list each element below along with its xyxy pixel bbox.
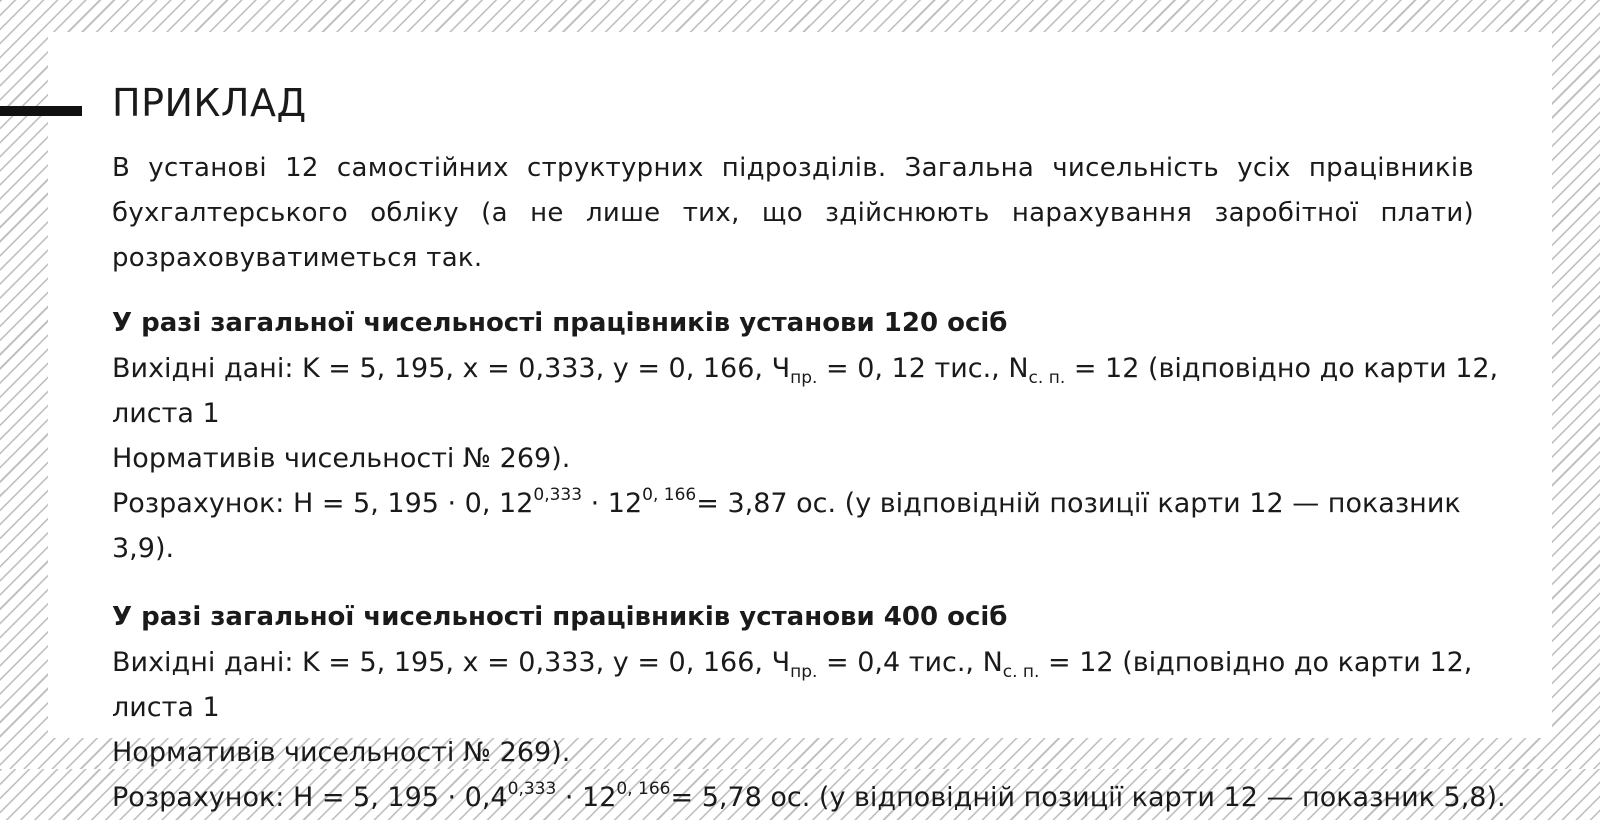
calculation-line: Розрахунок: Н = 5, 195 · 0, $12^{0,333} \cdot 12^{0, 166}= 3,87$ ос. (у відповідній позиції карти 12 — показник 3,9). (112, 485, 1461, 564)
section-marker-bar (0, 106, 82, 116)
case-120 (112, 301, 1512, 571)
case-title: У разі загальної чисельності працівників установи 120 осіб (112, 308, 1008, 338)
intro-paragraph: В установі 12 самостійних структурних підрозділів. Загальна чисельність усіх працівників бухгалтерського обліку (а не лише тих, що здійснюють нарахування заробітної плати) розраховуватиметься так. (112, 153, 1474, 273)
exponent-y: 0, 166 (642, 485, 697, 505)
input-data-line: Вихідні дані: K = 5, 195, x = 0,333, y = 0, 166, $Ч_{пр.} = 0$, 12 тис., $N_{с. п.} = 12$ (відповідно до карти 12, листа 1 (112, 353, 1499, 429)
case-title: У разі загальної чисельності працівників установи 400 осіб (112, 602, 1008, 632)
input-data-line: Вихідні дані: K = 5, 195, x = 0,333, y = 0, 166, $Ч_{пр.} = 0,4$ тис., $N_{с. п.} = 12$ (відповідно до карти 12, листа 1 (112, 647, 1473, 723)
example-heading: ПРИКЛАД (112, 81, 307, 125)
input-data-line-2: Нормативів чисельності № 269). (112, 737, 571, 768)
exponent-y: 0, 166 (616, 779, 671, 799)
n-subscript: с. п. (1002, 662, 1040, 682)
input-data-line-2: Нормативів чисельності № 269). (112, 443, 571, 474)
case-400 (112, 595, 1512, 820)
ch-subscript: пр. (790, 368, 818, 388)
exponent-x: 0,333 (507, 779, 557, 799)
ch-subscript: пр. (790, 662, 818, 682)
calculation-line: Розрахунок: Н = 5, $195 \cdot 0,4^{0,333} \cdot 12^{0, 166}= 5,78$ ос. (у відповідній позиції карти 12 — показник 5,8). (112, 779, 1506, 813)
exponent-x: 0,333 (533, 485, 583, 505)
example-content (112, 80, 1512, 820)
n-subscript: с. п. (1028, 368, 1066, 388)
